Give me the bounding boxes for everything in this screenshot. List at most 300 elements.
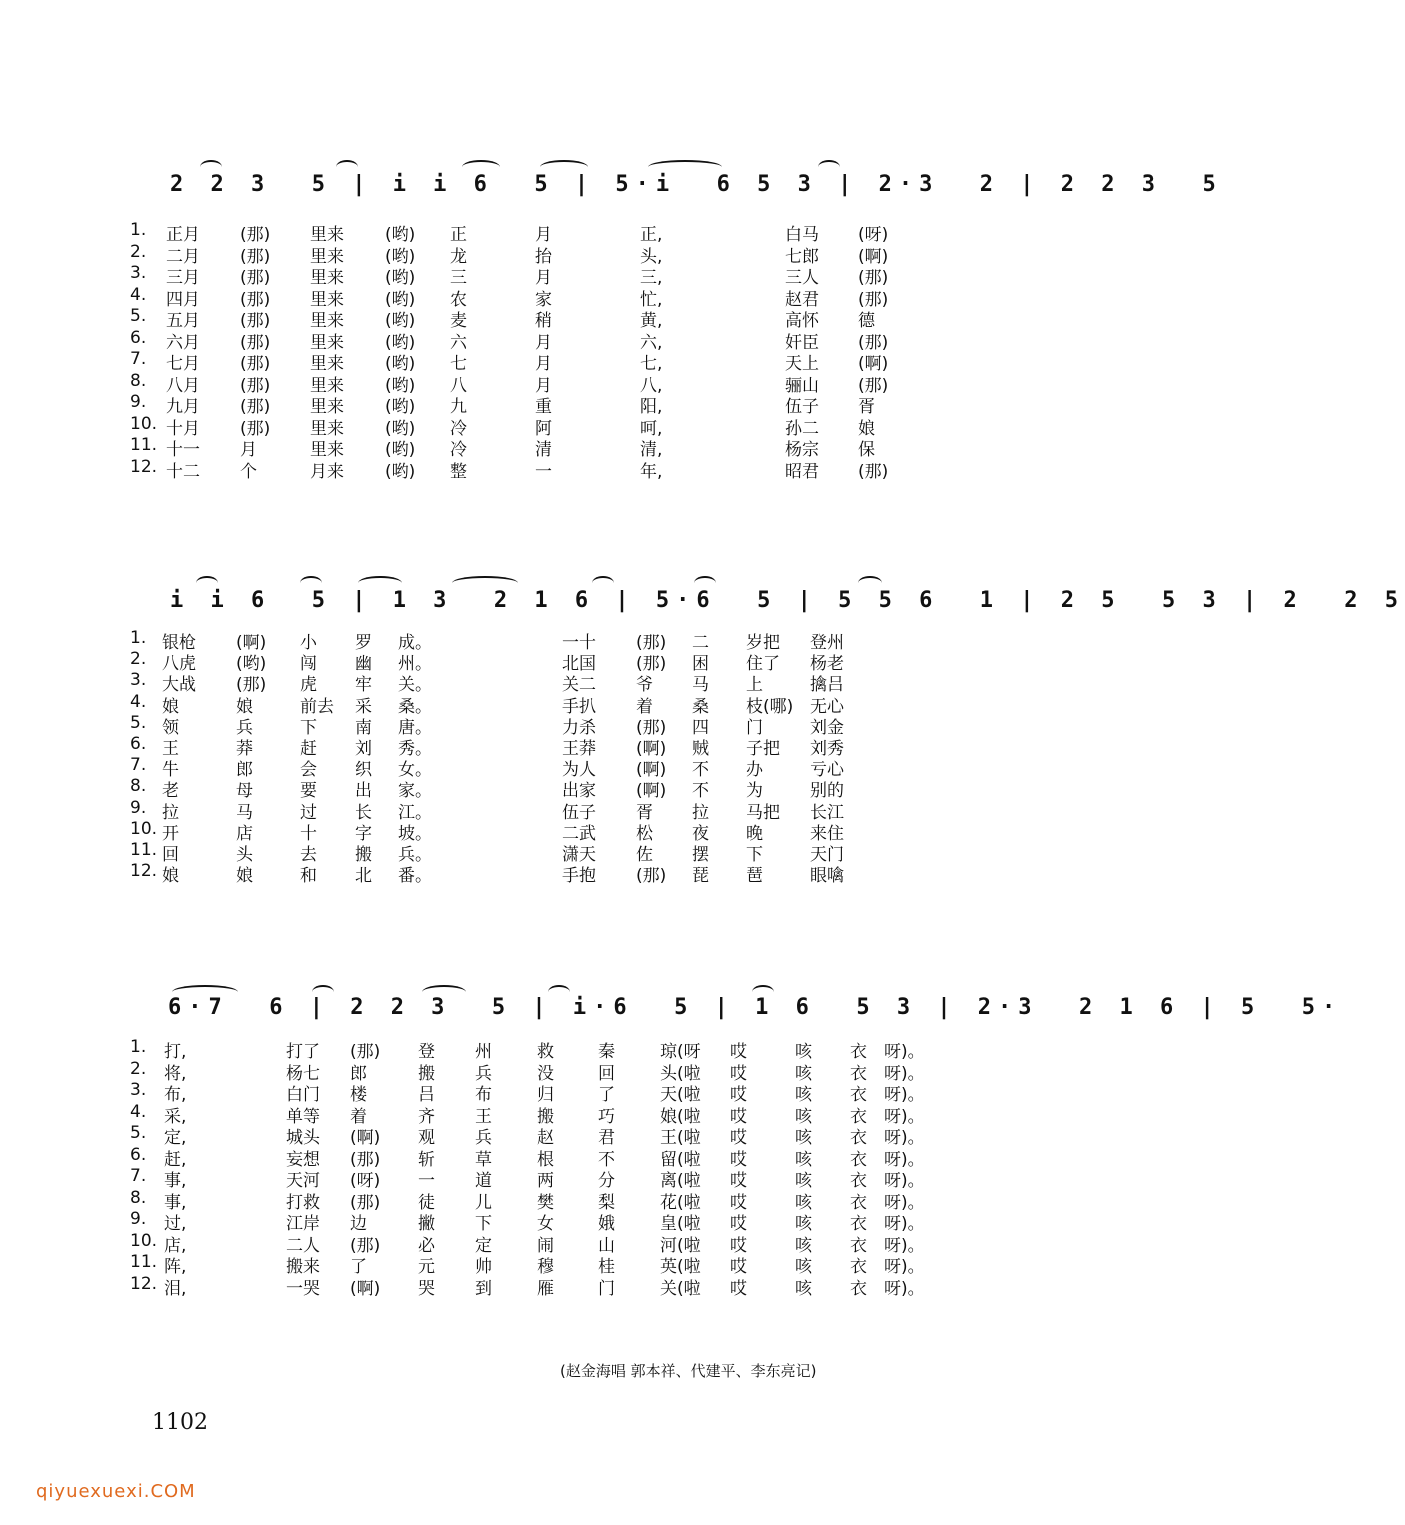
slur-mark bbox=[422, 985, 466, 999]
lyric-cell: 哎 bbox=[730, 1106, 747, 1127]
lyric-cell: 龙 bbox=[450, 246, 467, 267]
lyric-cell: 七郎 bbox=[785, 246, 819, 267]
lyric-cell: 咳 bbox=[795, 1128, 812, 1148]
lyric-cell: 办 bbox=[746, 760, 763, 781]
lyric-cell: 枝(哪) bbox=[746, 696, 794, 717]
lyric-cell: 出家 bbox=[562, 781, 596, 802]
lyric-cell: 哎 bbox=[730, 1214, 747, 1234]
lyric-cell: 农 bbox=[450, 289, 467, 310]
lyric-cell: 擒吕 bbox=[810, 675, 844, 696]
lyric-cell: 月 bbox=[535, 354, 552, 374]
lyric-cell: 月 bbox=[535, 225, 552, 245]
notation-line bbox=[160, 588, 1405, 632]
lyric-cell: 衣 bbox=[850, 1257, 867, 1277]
lyric-cell: (啊) bbox=[858, 354, 889, 374]
lyric-cell: 呀)。 bbox=[884, 1214, 925, 1234]
lyric-cell: 楼 bbox=[350, 1085, 367, 1105]
lyric-cell: (那) bbox=[636, 866, 667, 887]
lyric-cell: 刘金 bbox=[810, 717, 844, 738]
lyric-cell: 六 bbox=[450, 332, 467, 353]
lyric-cell: 下 bbox=[300, 717, 317, 738]
lyric-cell: 正月 bbox=[166, 225, 200, 245]
lyric-cell: 娥 bbox=[598, 1214, 615, 1234]
lyric-cell: 拉 bbox=[692, 802, 709, 823]
lyric-cell: 月 bbox=[535, 332, 552, 353]
slur-mark bbox=[592, 576, 614, 590]
lyric-cell: 黄, bbox=[640, 311, 663, 331]
lyric-cell: 八月 bbox=[166, 375, 200, 396]
lyric-cell: (哟) bbox=[385, 246, 416, 267]
lyric-cell: 衣 bbox=[850, 1042, 867, 1062]
lyric-cell: (那) bbox=[240, 375, 271, 396]
lyric-cell: 杨七 bbox=[286, 1063, 320, 1084]
slur-mark bbox=[818, 160, 840, 174]
lyric-cell: 咳 bbox=[795, 1149, 812, 1170]
lyric-cell: 开 bbox=[162, 823, 179, 844]
lyric-cell: 里来 bbox=[310, 354, 344, 374]
lyric-cell: 州。 bbox=[398, 654, 432, 675]
lyric-cell: 头(啦 bbox=[660, 1063, 701, 1084]
lyric-cell: 抬 bbox=[535, 246, 552, 267]
lyric-cell: 为人 bbox=[562, 760, 596, 781]
lyric-cell: 孙二 bbox=[785, 418, 819, 439]
lyric-cell: 小 bbox=[300, 633, 317, 653]
lyric-cell: 牢 bbox=[355, 675, 372, 696]
lyric-cell: 麦 bbox=[450, 311, 467, 331]
lyric-cell: 二 bbox=[692, 633, 709, 653]
lyric-cell: 长江 bbox=[810, 802, 844, 823]
lyric-cell: 天(啦 bbox=[660, 1085, 701, 1105]
lyric-cell: 六月 bbox=[166, 332, 200, 353]
lyric-cell: 八 bbox=[450, 375, 467, 396]
lyric-cell: 织 bbox=[355, 760, 372, 781]
lyric-cell: 咳 bbox=[795, 1257, 812, 1277]
notation-line bbox=[160, 995, 1343, 1039]
lyric-cell: 王(啦 bbox=[660, 1128, 701, 1148]
verse-number: 3. bbox=[130, 1080, 147, 1100]
lyric-cell: 咳 bbox=[795, 1085, 812, 1105]
lyric-cell: 下 bbox=[746, 845, 763, 865]
verse-number: 4. bbox=[130, 1101, 147, 1122]
lyric-cell: 九月 bbox=[166, 397, 200, 417]
slur-mark bbox=[200, 160, 222, 174]
lyric-cell: 道 bbox=[475, 1171, 492, 1191]
lyric-cell: 月 bbox=[535, 375, 552, 396]
lyric-cell: 咳 bbox=[795, 1042, 812, 1062]
verse-number: 1. bbox=[130, 628, 147, 648]
lyric-cell: 兵。 bbox=[398, 845, 432, 865]
lyric-cell: 杨老 bbox=[810, 654, 844, 675]
lyric-cell: 江岸 bbox=[286, 1214, 320, 1234]
lyric-cell: 琼(呀 bbox=[660, 1042, 701, 1062]
lyric-cell: 里来 bbox=[310, 289, 344, 310]
lyric-cell: (那) bbox=[240, 246, 271, 267]
lyric-cell: 帅 bbox=[475, 1257, 492, 1277]
lyric-cell: (那) bbox=[240, 311, 271, 331]
lyric-cell: 北国 bbox=[562, 654, 596, 675]
lyric-cell: (那) bbox=[858, 268, 889, 288]
lyric-cell: 樊 bbox=[537, 1192, 554, 1213]
lyric-cell: 七月 bbox=[166, 354, 200, 374]
lyric-cell: 力杀 bbox=[562, 717, 596, 738]
lyric-cell: 巧 bbox=[598, 1106, 615, 1127]
lyric-cell: (那) bbox=[350, 1192, 381, 1213]
slur-mark bbox=[358, 576, 402, 590]
lyric-cell: 衣 bbox=[850, 1128, 867, 1148]
lyric-cell: 摆 bbox=[692, 845, 709, 865]
lyric-cell: (那) bbox=[858, 461, 889, 482]
lyric-cell: (那) bbox=[236, 675, 267, 696]
lyric-cell: 去 bbox=[300, 845, 317, 865]
lyric-cell: 里来 bbox=[310, 440, 344, 460]
verse-number: 12. bbox=[130, 861, 158, 882]
verse-number: 4. bbox=[130, 284, 147, 305]
lyric-cell: 必 bbox=[418, 1235, 435, 1256]
lyric-cell: 城头 bbox=[286, 1128, 320, 1148]
lyric-cell: 呀)。 bbox=[884, 1128, 925, 1148]
lyric-cell: 出 bbox=[355, 781, 372, 802]
lyric-cell: 闯 bbox=[300, 654, 317, 675]
lyric-cell: 衣 bbox=[850, 1085, 867, 1105]
lyric-cell: 哎 bbox=[730, 1278, 747, 1299]
lyric-cell: 衣 bbox=[850, 1235, 867, 1256]
lyric-cell: 高怀 bbox=[785, 311, 819, 331]
verse-number: 6. bbox=[130, 1144, 147, 1165]
lyric-cell: (那) bbox=[350, 1042, 381, 1062]
lyric-cell: 领 bbox=[162, 717, 179, 738]
lyric-cell: 闹 bbox=[537, 1235, 554, 1256]
lyric-cell: 女。 bbox=[398, 760, 432, 781]
lyric-cell: 衣 bbox=[850, 1149, 867, 1170]
slur-mark bbox=[540, 160, 588, 174]
lyric-cell: 事, bbox=[164, 1192, 187, 1213]
lyric-cell: (那) bbox=[636, 717, 667, 738]
verse-number: 12. bbox=[130, 456, 158, 477]
lyric-cell: 打了 bbox=[286, 1042, 320, 1062]
lyric-cell: (啊) bbox=[350, 1278, 381, 1299]
lyric-cell: 哎 bbox=[730, 1192, 747, 1213]
verse-number: 12. bbox=[130, 1273, 158, 1294]
credit-line: (赵金海唱 郭本祥、代建平、李东亮记) bbox=[560, 1362, 817, 1380]
lyric-cell: 定 bbox=[475, 1235, 492, 1256]
lyric-cell: 不 bbox=[692, 781, 709, 802]
lyric-cell: 王 bbox=[475, 1106, 492, 1127]
lyric-cell: 佐 bbox=[636, 845, 653, 865]
lyric-cell: 衣 bbox=[850, 1106, 867, 1127]
lyric-cell: 八, bbox=[640, 375, 663, 396]
lyric-cell: 里来 bbox=[310, 311, 344, 331]
lyric-cell: 牛 bbox=[162, 760, 179, 781]
lyric-cell: 二武 bbox=[562, 823, 596, 844]
lyric-cell: 困 bbox=[692, 654, 709, 675]
lyric-cell: 成。 bbox=[398, 633, 432, 653]
lyric-cell: 呀)。 bbox=[884, 1149, 925, 1170]
lyric-cell: 了 bbox=[350, 1257, 367, 1277]
lyric-cell: 里来 bbox=[310, 225, 344, 245]
lyric-cell: 坡。 bbox=[398, 823, 432, 844]
slur-mark bbox=[648, 160, 722, 174]
lyric-cell: 娘 bbox=[162, 696, 179, 717]
lyric-cell: 一哭 bbox=[286, 1278, 320, 1299]
lyric-cell: 离(啦 bbox=[660, 1171, 701, 1191]
lyric-cell: 娘(啦 bbox=[660, 1106, 701, 1127]
site-watermark: qiyuexuexi.COM bbox=[36, 1481, 196, 1502]
lyric-cell: 刘 bbox=[355, 739, 372, 759]
verse-number: 8. bbox=[130, 776, 147, 797]
lyric-cell: 王莽 bbox=[562, 739, 596, 759]
lyric-cell: 店 bbox=[236, 823, 253, 844]
lyric-cell: 咳 bbox=[795, 1278, 812, 1299]
lyric-cell: 十二 bbox=[166, 461, 200, 482]
lyric-cell: (啊) bbox=[636, 760, 667, 781]
lyric-cell: 白门 bbox=[286, 1085, 320, 1105]
lyric-cell: (啊) bbox=[350, 1128, 381, 1148]
lyric-cell: (那) bbox=[858, 375, 889, 396]
lyric-cell: (哟) bbox=[385, 354, 416, 374]
lyric-cell: 八虎 bbox=[162, 654, 196, 675]
lyric-cell: 手扒 bbox=[562, 696, 596, 717]
lyric-cell: (啊) bbox=[636, 781, 667, 802]
lyric-cell: 皇(啦 bbox=[660, 1214, 701, 1234]
lyric-cell: 呀)。 bbox=[884, 1192, 925, 1213]
lyric-cell: 分 bbox=[598, 1171, 615, 1191]
lyric-cell: 呀)。 bbox=[884, 1235, 925, 1256]
lyric-cell: 衣 bbox=[850, 1192, 867, 1213]
slur-mark bbox=[312, 985, 334, 999]
lyric-cell: (哟) bbox=[385, 440, 416, 460]
verse-number: 2. bbox=[130, 649, 147, 670]
lyric-cell: 采 bbox=[355, 696, 372, 717]
lyric-cell: 银枪 bbox=[162, 633, 196, 653]
lyric-cell: 三, bbox=[640, 268, 663, 288]
slur-mark bbox=[462, 160, 500, 174]
lyric-cell: 伍子 bbox=[562, 802, 596, 823]
lyric-cell: (哟) bbox=[385, 375, 416, 396]
lyric-cell: 琵 bbox=[692, 866, 709, 887]
verse-number: 5. bbox=[130, 306, 147, 326]
lyric-cell: 重 bbox=[535, 397, 552, 417]
lyric-cell: 天河 bbox=[286, 1171, 320, 1191]
lyric-cell: 字 bbox=[355, 823, 372, 844]
lyric-cell: 七 bbox=[450, 354, 467, 374]
lyric-cell: (那) bbox=[350, 1235, 381, 1256]
lyric-cell: 月 bbox=[240, 440, 257, 460]
lyric-cell: 头 bbox=[236, 845, 253, 865]
lyric-cell: 会 bbox=[300, 760, 317, 781]
lyric-cell: 英(啦 bbox=[660, 1257, 701, 1277]
lyric-cell: (哟) bbox=[385, 311, 416, 331]
verse-number: 3. bbox=[130, 263, 147, 283]
lyric-cell: 吕 bbox=[418, 1085, 435, 1105]
verse-number: 8. bbox=[130, 1187, 147, 1208]
lyric-cell: 哎 bbox=[730, 1171, 747, 1191]
lyric-cell: 桑。 bbox=[398, 696, 432, 717]
lyric-cell: 娘 bbox=[858, 418, 875, 439]
lyric-cell: 前去 bbox=[300, 696, 334, 717]
verse-number: 7. bbox=[130, 755, 147, 776]
lyric-cell: (那) bbox=[240, 332, 271, 353]
lyric-cell: 着 bbox=[350, 1106, 367, 1127]
verse-number: 9. bbox=[130, 797, 147, 818]
lyric-cell: (那) bbox=[240, 354, 271, 374]
lyric-cell: 衣 bbox=[850, 1063, 867, 1084]
verse-number: 6. bbox=[130, 734, 147, 754]
lyric-cell: (那) bbox=[858, 289, 889, 310]
lyric-cell: 关。 bbox=[398, 675, 432, 696]
lyric-cell: 两 bbox=[537, 1171, 554, 1191]
lyric-cell: 阳, bbox=[640, 397, 663, 417]
lyric-cell: 德 bbox=[858, 311, 875, 331]
lyric-cell: 哎 bbox=[730, 1235, 747, 1256]
lyric-cell: (啊) bbox=[236, 633, 267, 653]
lyric-cell: 个 bbox=[240, 461, 257, 482]
lyric-cell: 正, bbox=[640, 225, 663, 245]
lyric-cell: 郎 bbox=[350, 1063, 367, 1084]
lyric-cell: 元 bbox=[418, 1257, 435, 1277]
lyric-cell: 北 bbox=[355, 866, 372, 887]
lyric-cell: 刘秀 bbox=[810, 739, 844, 759]
lyric-cell: 眼噙 bbox=[810, 866, 844, 887]
lyric-cell: 门 bbox=[746, 717, 763, 738]
lyric-cell: 秀。 bbox=[398, 739, 432, 759]
lyric-cell: 老 bbox=[162, 781, 179, 802]
lyric-cell: 搬来 bbox=[286, 1257, 320, 1277]
lyric-cell: 衣 bbox=[850, 1214, 867, 1234]
lyric-cell: 到 bbox=[475, 1278, 492, 1299]
lyric-cell: 咳 bbox=[795, 1192, 812, 1213]
lyric-cell: 王 bbox=[162, 739, 179, 759]
lyric-cell: (哟) bbox=[236, 654, 267, 675]
lyric-cell: 正 bbox=[450, 225, 467, 245]
verse-number: 2. bbox=[130, 1058, 147, 1079]
lyric-cell: 别的 bbox=[810, 781, 844, 802]
lyric-cell: 哎 bbox=[730, 1063, 747, 1084]
lyric-cell: 赶, bbox=[164, 1149, 187, 1170]
lyric-cell: 呀)。 bbox=[884, 1042, 925, 1062]
lyric-cell: 山 bbox=[598, 1235, 615, 1256]
lyric-cell: 阵, bbox=[164, 1257, 187, 1277]
lyric-cell: 娘 bbox=[162, 866, 179, 887]
lyric-cell: 家。 bbox=[398, 781, 432, 802]
page-number: 1102 bbox=[152, 1410, 208, 1435]
lyric-cell: (那) bbox=[858, 332, 889, 353]
lyric-cell: 兵 bbox=[475, 1128, 492, 1148]
lyric-cell: 清 bbox=[535, 440, 552, 460]
lyric-cell: 打, bbox=[164, 1042, 187, 1062]
lyric-cell: 保 bbox=[858, 440, 875, 460]
verse-number: 10. bbox=[130, 1230, 158, 1251]
lyric-cell: 过 bbox=[300, 802, 317, 823]
lyric-cell: 兵 bbox=[475, 1063, 492, 1084]
lyric-cell: 昭君 bbox=[785, 461, 819, 482]
lyric-cell: 衣 bbox=[850, 1171, 867, 1191]
lyric-cell: 关(啦 bbox=[660, 1278, 701, 1299]
verse-number: 7. bbox=[130, 1166, 147, 1186]
lyric-cell: 天上 bbox=[785, 354, 819, 374]
lyric-cell: 上 bbox=[746, 675, 763, 696]
notation-text: 2 2 3 5 | i i 6 5 | 5·i 6 5 3 | 2·3 2 | 2 2 3 5 bbox=[170, 172, 1223, 197]
lyric-cell: 里来 bbox=[310, 332, 344, 353]
lyric-cell: 唐。 bbox=[398, 717, 432, 738]
lyric-cell: 潇天 bbox=[562, 845, 596, 865]
verse-number: 1. bbox=[130, 1037, 147, 1057]
lyric-cell: 呀)。 bbox=[884, 1257, 925, 1277]
lyric-cell: 哎 bbox=[730, 1128, 747, 1148]
lyric-cell: 布 bbox=[475, 1085, 492, 1105]
slur-mark bbox=[548, 985, 570, 999]
verse-number: 2. bbox=[130, 241, 147, 262]
lyric-cell: 骊山 bbox=[785, 375, 819, 396]
lyric-cell: 女 bbox=[537, 1214, 554, 1234]
lyric-cell: 事, bbox=[164, 1171, 187, 1191]
lyric-cell: 搬 bbox=[418, 1063, 435, 1084]
lyric-cell: 归 bbox=[537, 1085, 554, 1105]
lyric-cell: 杨宗 bbox=[785, 440, 819, 460]
verse-number: 11. bbox=[130, 840, 158, 860]
lyric-cell: 了 bbox=[598, 1085, 615, 1105]
verse-number: 5. bbox=[130, 712, 147, 733]
lyric-cell: 儿 bbox=[475, 1192, 492, 1213]
lyric-cell: 四 bbox=[692, 717, 709, 738]
lyric-cell: 雁 bbox=[537, 1278, 554, 1299]
lyric-cell: 十 bbox=[300, 823, 317, 844]
lyric-cell: 里来 bbox=[310, 375, 344, 396]
lyric-cell: 南 bbox=[355, 717, 372, 738]
lyric-cell: 岁把 bbox=[746, 633, 780, 653]
lyric-cell: 根 bbox=[537, 1149, 554, 1170]
lyric-cell: 忙, bbox=[640, 289, 663, 310]
lyric-cell: 登州 bbox=[810, 633, 844, 653]
lyric-cell: 里来 bbox=[310, 397, 344, 417]
lyric-cell: 将, bbox=[164, 1063, 187, 1084]
lyric-cell: 梨 bbox=[598, 1192, 615, 1213]
lyric-cell: 阿 bbox=[535, 418, 552, 439]
lyric-cell: 三月 bbox=[166, 268, 200, 288]
lyric-cell: 十月 bbox=[166, 418, 200, 439]
lyric-cell: 打救 bbox=[286, 1192, 320, 1213]
lyric-cell: 里来 bbox=[310, 418, 344, 439]
lyric-cell: 咳 bbox=[795, 1235, 812, 1256]
lyric-cell: 要 bbox=[300, 781, 317, 802]
lyric-cell: 松 bbox=[636, 823, 653, 844]
lyric-cell: 马 bbox=[692, 675, 709, 696]
lyric-cell: 三人 bbox=[785, 268, 819, 288]
lyric-cell: 长 bbox=[355, 802, 372, 823]
lyric-cell: 冷 bbox=[450, 440, 467, 460]
lyric-cell: (那) bbox=[240, 289, 271, 310]
lyric-cell: 河(啦 bbox=[660, 1235, 701, 1256]
lyric-cell: (那) bbox=[240, 268, 271, 288]
lyric-cell: (啊) bbox=[858, 246, 889, 267]
lyric-cell: 留(啦 bbox=[660, 1149, 701, 1170]
lyric-cell: 番。 bbox=[398, 866, 432, 887]
lyric-cell: 妄想 bbox=[286, 1149, 320, 1170]
lyric-cell: (呀) bbox=[858, 225, 889, 245]
lyric-cell: 呀)。 bbox=[884, 1063, 925, 1084]
lyric-cell: 赶 bbox=[300, 739, 317, 759]
lyric-cell: 晚 bbox=[746, 823, 763, 844]
lyric-cell: 幽 bbox=[355, 654, 372, 675]
lyric-cell: 门 bbox=[598, 1278, 615, 1299]
lyric-cell: 贼 bbox=[692, 739, 709, 759]
lyric-cell: 哎 bbox=[730, 1085, 747, 1105]
lyric-cell: 店, bbox=[164, 1235, 187, 1256]
lyric-cell: 十一 bbox=[166, 440, 200, 460]
verse-number: 9. bbox=[130, 392, 147, 412]
lyric-cell: 二人 bbox=[286, 1235, 320, 1256]
slur-mark bbox=[172, 985, 238, 999]
lyric-cell: 虎 bbox=[300, 675, 317, 696]
